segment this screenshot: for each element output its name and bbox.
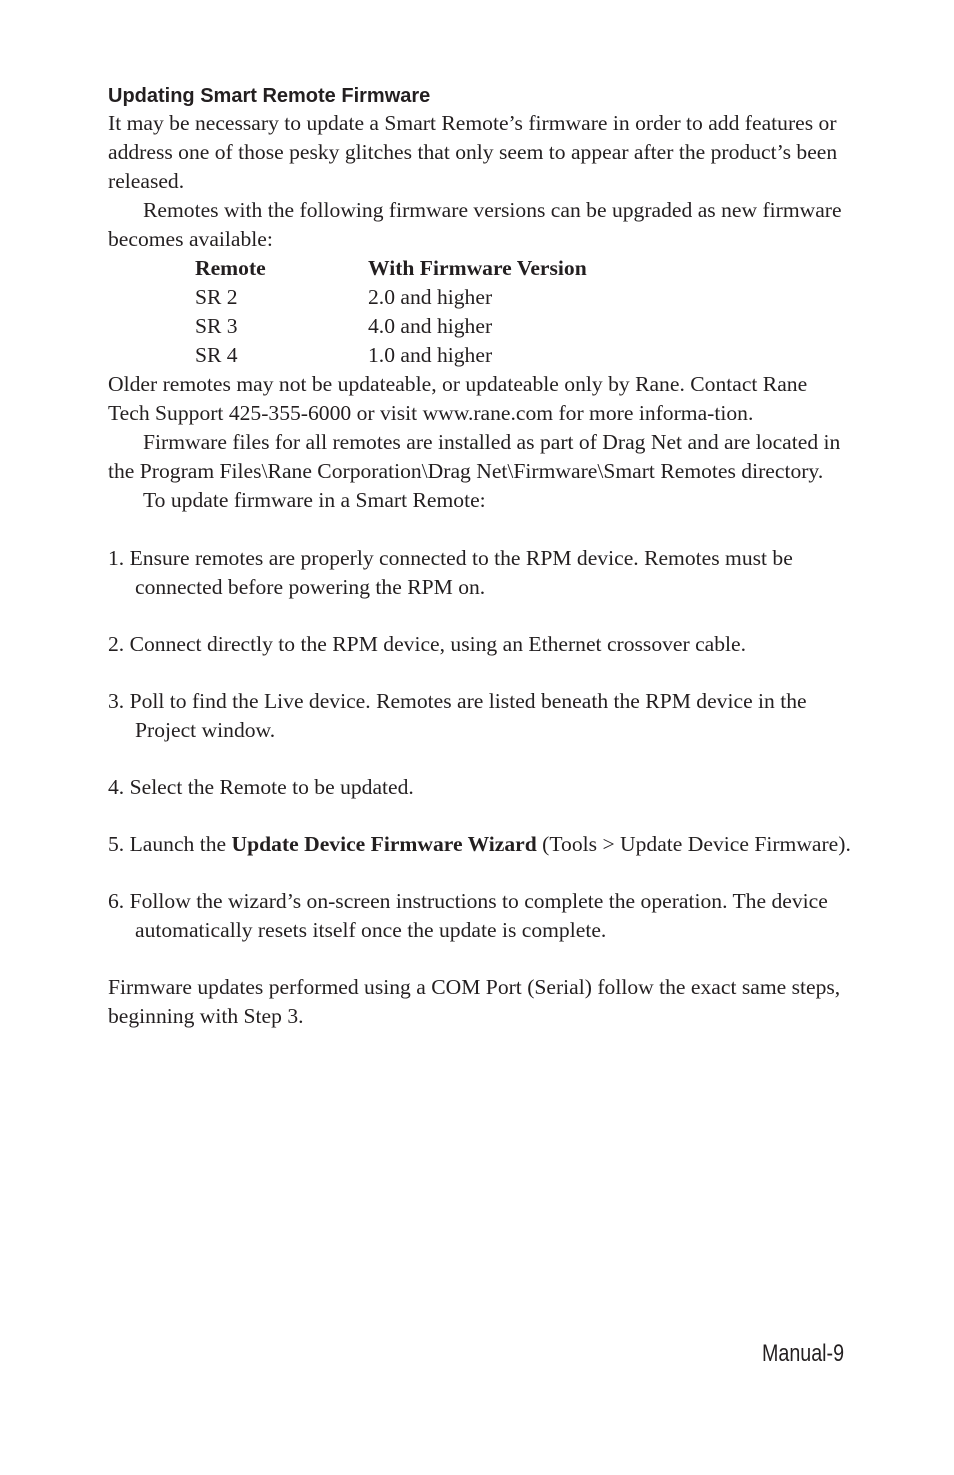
column-header-version: With Firmware Version <box>368 256 587 280</box>
list-item <box>108 830 853 859</box>
list-item: 4. Select the Remote to be updated. <box>108 775 414 799</box>
table-row <box>195 341 587 370</box>
firmware-version-table <box>195 254 587 370</box>
wizard-name: Update Device Firmware Wizard <box>231 832 537 856</box>
list-item: 3. Poll to find the Live device. Remotes are listed beneath the RPM device in the Project window. <box>108 689 807 742</box>
update-intro-paragraph: To update firmware in a Smart Remote: <box>143 488 486 512</box>
section-heading: Updating Smart Remote Firmware <box>108 85 431 107</box>
firmware-location-paragraph: Firmware files for all remotes are installed as part of Drag Net and are located in the Program Files\Rane Corporation\Drag Net\Firmware\Smart Remotes directory. <box>108 430 841 483</box>
list-item: 2. Connect directly to the RPM device, using an Ethernet crossover cable. <box>108 632 747 656</box>
list-item: 1. Ensure remotes are properly connected to the RPM device. Remotes must be connected before powering the RPM on. <box>108 546 793 599</box>
page-number: Manual-9 <box>761 1340 844 1367</box>
column-header-remote: Remote <box>195 256 266 280</box>
step5-prefix: 5. Launch the <box>108 832 232 856</box>
intro-paragraph: It may be necessary to update a Smart Remote’s firmware in order to add features or address one of those pesky glitches that only seem to appear after the product’s been released. <box>108 111 838 193</box>
list-item: 6. Follow the wizard’s on-screen instructions to complete the operation. The device automatically resets itself once the update is complete. <box>108 889 828 942</box>
remote-cell: SR 4 <box>195 343 238 367</box>
table-row <box>195 283 587 312</box>
version-cell: 4.0 and higher <box>368 314 493 338</box>
table-row <box>195 312 587 341</box>
version-cell: 1.0 and higher <box>368 343 493 367</box>
remote-cell: SR 2 <box>195 285 238 309</box>
closing-paragraph: Firmware updates performed using a COM Port (Serial) follow the exact same steps, beginning with Step 3. <box>108 975 841 1028</box>
table-header-row <box>195 254 587 283</box>
remote-cell: SR 3 <box>195 314 238 338</box>
version-cell: 2.0 and higher <box>368 285 493 309</box>
step5-suffix: (Tools > Update Device Firmware). <box>536 832 851 856</box>
manual-page <box>108 83 853 1031</box>
versions-paragraph: Remotes with the following firmware versions can be upgraded as new firmware becomes available: <box>108 198 842 251</box>
older-remotes-paragraph: Older remotes may not be updateable, or updateable only by Rane. Contact Rane Tech Support 425-355-6000 or visit www.rane.com for more informa-tion. <box>108 372 808 425</box>
